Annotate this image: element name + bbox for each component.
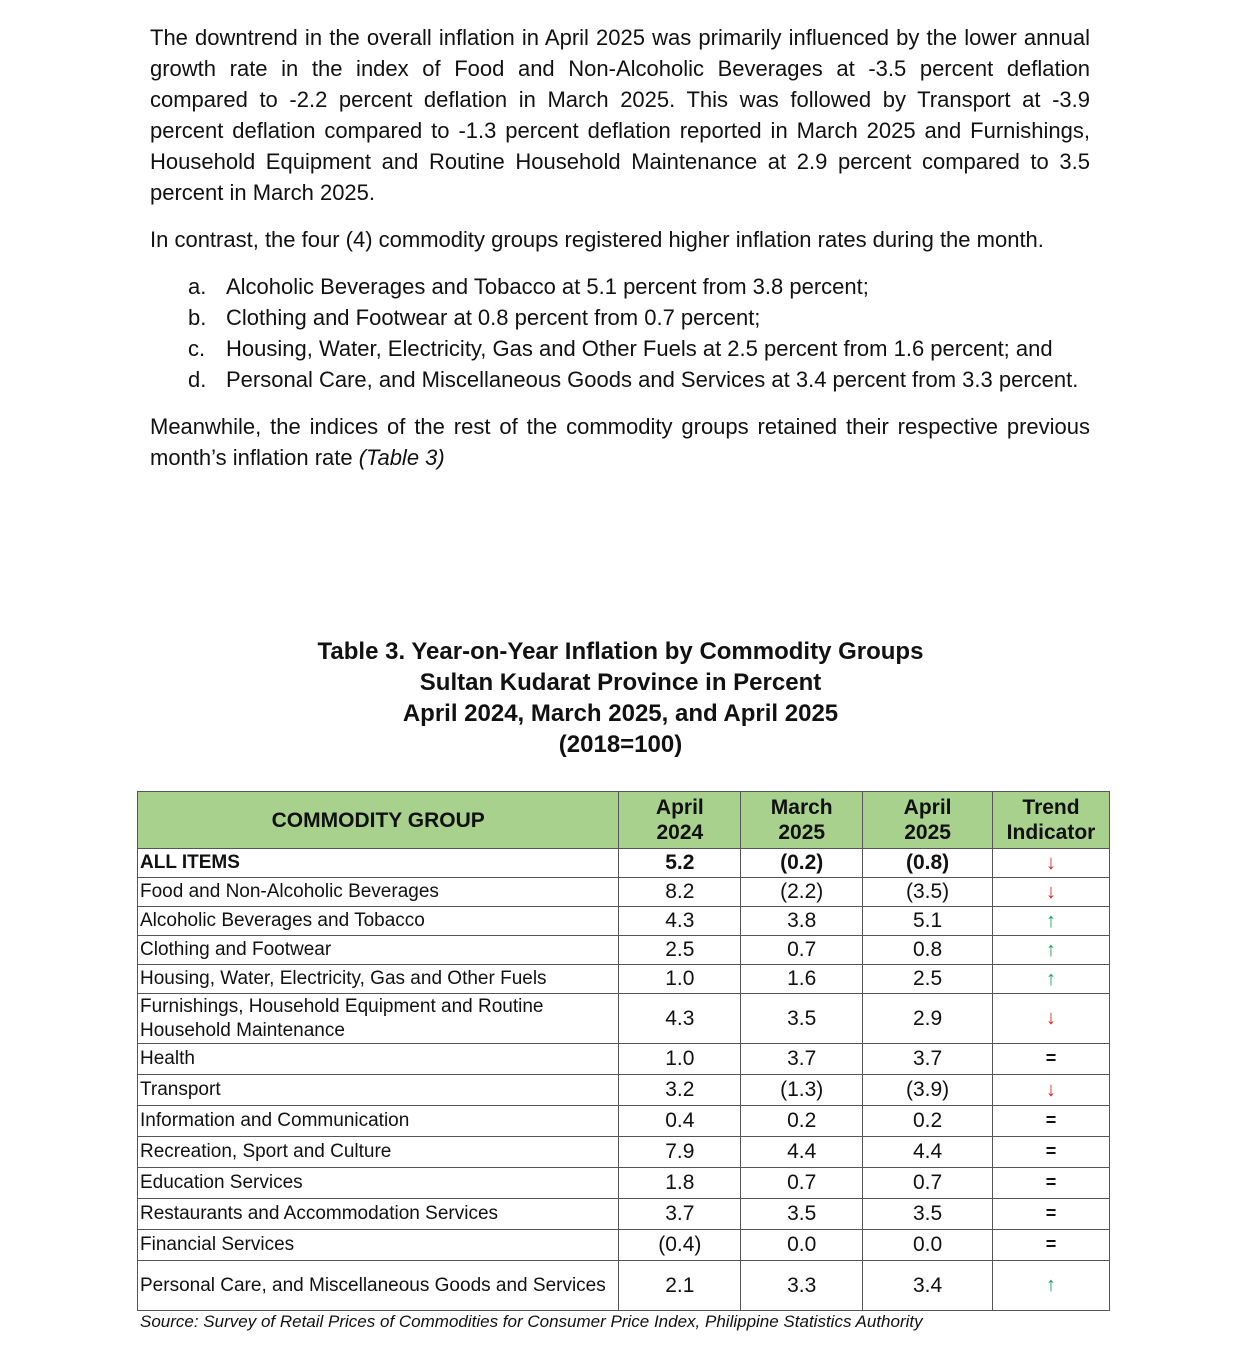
header-april-2025 [863, 792, 993, 849]
cell-march-2025: 4.4 [741, 1137, 863, 1168]
cell-commodity-group: Information and Communication [138, 1106, 619, 1137]
cell-march-2025: 3.3 [741, 1261, 863, 1311]
cell-commodity-group: Restaurants and Accommodation Services [138, 1199, 619, 1230]
header-march-2025 [741, 792, 863, 849]
table-row [138, 1075, 1110, 1106]
cell-march-2025: (2.2) [741, 878, 863, 907]
table-title-line: Table 3. Year-on-Year Inflation by Commodity Groups [317, 638, 924, 665]
cell-april-2024: 1.0 [619, 1044, 741, 1075]
cell-april-2025: 3.4 [863, 1261, 993, 1311]
cell-trend-indicator [993, 994, 1110, 1044]
cell-commodity-group: Food and Non-Alcoholic Beverages [138, 878, 619, 907]
table-title-line: Sultan Kudarat Province in Percent [419, 669, 822, 696]
cell-april-2024: 0.4 [619, 1106, 741, 1137]
header-line: 2024 [656, 821, 704, 844]
header-april-2024 [619, 792, 741, 849]
cell-april-2025: 2.9 [863, 994, 993, 1044]
cell-trend-indicator [993, 1044, 1110, 1075]
cell-march-2025: 3.5 [741, 994, 863, 1044]
cell-march-2025: 1.6 [741, 965, 863, 994]
cell-april-2024: 7.9 [619, 1137, 741, 1168]
cell-trend-indicator [993, 849, 1110, 878]
cell-april-2024: 8.2 [619, 878, 741, 907]
equal-icon: = [1045, 1234, 1057, 1254]
list-marker: b. [188, 305, 207, 330]
arrow-down-icon: ↓ [1046, 1007, 1056, 1029]
paragraph-meanwhile-text: Meanwhile, the indices of the rest of the commodity groups retained their respective previous month’s inflation rate [150, 414, 1090, 470]
cell-trend-indicator [993, 1075, 1110, 1106]
cell-april-2025: 5.1 [863, 907, 993, 936]
arrow-up-icon: ↑ [1046, 909, 1056, 932]
table-row [138, 965, 1110, 994]
header-line: 2025 [778, 821, 826, 844]
table-source: Source: Survey of Retail Prices of Commodities for Consumer Price Index, Philippine Statistics Authority [140, 1312, 923, 1331]
cell-april-2025: 0.2 [863, 1106, 993, 1137]
higher-inflation-list [150, 271, 1090, 395]
table-row [138, 1106, 1110, 1137]
list-item [188, 333, 1090, 364]
table-header-row [138, 792, 1110, 849]
cell-trend-indicator [993, 1199, 1110, 1230]
equal-icon: = [1045, 1141, 1057, 1161]
equal-icon: = [1045, 1172, 1057, 1192]
list-item [188, 302, 1090, 333]
cell-march-2025: (1.3) [741, 1075, 863, 1106]
table-row [138, 849, 1110, 878]
table-row [138, 1199, 1110, 1230]
cell-march-2025: 3.8 [741, 907, 863, 936]
header-line: Trend [1022, 796, 1080, 819]
equal-icon: = [1045, 1048, 1057, 1068]
cell-april-2025: (0.8) [863, 849, 993, 878]
table-row [138, 994, 1110, 1044]
cell-commodity-group: Recreation, Sport and Culture [138, 1137, 619, 1168]
table-row [138, 1261, 1110, 1311]
cell-april-2025: 0.7 [863, 1168, 993, 1199]
report-text [150, 22, 1090, 473]
cell-april-2024: 3.7 [619, 1199, 741, 1230]
cell-commodity-group: Clothing and Footwear [138, 936, 619, 965]
table-body [138, 849, 1110, 1311]
cell-april-2024: 2.1 [619, 1261, 741, 1311]
list-marker: a. [188, 274, 207, 299]
cell-commodity-group: Housing, Water, Electricity, Gas and Other Fuels [138, 965, 619, 994]
table-row [138, 1168, 1110, 1199]
cell-commodity-group: Personal Care, and Miscellaneous Goods and Services [138, 1261, 619, 1311]
paragraph-meanwhile [150, 411, 1090, 473]
cell-trend-indicator [993, 965, 1110, 994]
cell-april-2024: 2.5 [619, 936, 741, 965]
arrow-up-icon: ↑ [1046, 967, 1056, 990]
table-row [138, 907, 1110, 936]
header-line: March [770, 796, 833, 819]
arrow-up-icon: ↑ [1046, 1274, 1056, 1296]
header-trend-indicator [993, 792, 1110, 849]
table-row [138, 936, 1110, 965]
arrow-down-icon: ↓ [1046, 851, 1056, 874]
cell-trend-indicator [993, 1106, 1110, 1137]
cell-commodity-group: Education Services [138, 1168, 619, 1199]
table-row [138, 1044, 1110, 1075]
cell-april-2024: 4.3 [619, 994, 741, 1044]
cell-commodity-group: Health [138, 1044, 619, 1075]
list-marker: d. [188, 367, 207, 392]
arrow-down-icon: ↓ [1046, 880, 1056, 903]
table-title-line: April 2024, March 2025, and April 2025 [402, 700, 839, 727]
cell-march-2025: 3.5 [741, 1199, 863, 1230]
cell-april-2024: 5.2 [619, 849, 741, 878]
cell-april-2024: 4.3 [619, 907, 741, 936]
cell-april-2025: (3.5) [863, 878, 993, 907]
list-text: Alcoholic Beverages and Tobacco at 5.1 percent from 3.8 percent; [226, 274, 869, 299]
cell-trend-indicator [993, 878, 1110, 907]
table-reference: (Table 3) [358, 445, 445, 470]
inflation-table [137, 791, 1110, 1311]
paragraph-downtrend: The downtrend in the overall inflation in April 2025 was primarily influenced by the lower annual growth rate in the index of Food and Non-Alcoholic Beverages at -3.5 percent deflation compared to -2.2 percent deflation in March 2025. This was followed by Transport at -3.9 percent deflation compared to -1.3 percent deflation reported in March 2025 and Furnishings, Household Equipment and Routine Household Maintenance at 2.9 percent compared to 3.5 percent in March 2025. [150, 25, 1090, 205]
cell-march-2025: 0.2 [741, 1106, 863, 1137]
cell-trend-indicator [993, 936, 1110, 965]
cell-april-2025: (3.9) [863, 1075, 993, 1106]
cell-march-2025: 3.7 [741, 1044, 863, 1075]
cell-commodity-group: Alcoholic Beverages and Tobacco [138, 907, 619, 936]
table-row [138, 878, 1110, 907]
header-line: 2025 [904, 821, 951, 844]
arrow-up-icon: ↑ [1046, 938, 1056, 961]
cell-april-2025: 2.5 [863, 965, 993, 994]
header-line: April [903, 796, 952, 819]
cell-april-2024: 1.8 [619, 1168, 741, 1199]
table-title [0, 636, 1241, 760]
header-line: April [655, 796, 704, 819]
list-item [188, 271, 1090, 302]
cell-april-2025: 0.0 [863, 1230, 993, 1261]
cell-march-2025: 0.0 [741, 1230, 863, 1261]
table-row [138, 1230, 1110, 1261]
paragraph-contrast: In contrast, the four (4) commodity groups registered higher inflation rates during the month. [150, 227, 1044, 252]
cell-trend-indicator [993, 1230, 1110, 1261]
cell-april-2024: (0.4) [619, 1230, 741, 1261]
cell-april-2024: 3.2 [619, 1075, 741, 1106]
cell-trend-indicator [993, 1137, 1110, 1168]
cell-april-2025: 3.5 [863, 1199, 993, 1230]
equal-icon: = [1045, 1110, 1057, 1130]
cell-commodity-group: ALL ITEMS [138, 849, 619, 878]
cell-april-2025: 4.4 [863, 1137, 993, 1168]
cell-march-2025: (0.2) [741, 849, 863, 878]
arrow-down-icon: ↓ [1046, 1078, 1056, 1101]
cell-trend-indicator [993, 907, 1110, 936]
list-text: Clothing and Footwear at 0.8 percent from 0.7 percent; [226, 305, 761, 330]
table-title-line: (2018=100) [558, 731, 683, 758]
header-line: Indicator [1006, 821, 1096, 844]
header-commodity-group: COMMODITY GROUP [138, 792, 619, 849]
list-text: Housing, Water, Electricity, Gas and Other Fuels at 2.5 percent from 1.6 percent; and [226, 336, 1053, 361]
cell-commodity-group: Transport [138, 1075, 619, 1106]
list-item [188, 364, 1090, 395]
cell-trend-indicator [993, 1168, 1110, 1199]
cell-march-2025: 0.7 [741, 936, 863, 965]
cell-april-2025: 0.8 [863, 936, 993, 965]
table-row [138, 1137, 1110, 1168]
cell-trend-indicator [993, 1261, 1110, 1311]
list-marker: c. [188, 336, 206, 361]
cell-march-2025: 0.7 [741, 1168, 863, 1199]
equal-icon: = [1045, 1203, 1057, 1223]
cell-april-2025: 3.7 [863, 1044, 993, 1075]
cell-commodity-group: Financial Services [138, 1230, 619, 1261]
cell-april-2024: 1.0 [619, 965, 741, 994]
list-text: Personal Care, and Miscellaneous Goods and Services at 3.4 percent from 3.3 percent. [226, 367, 1079, 392]
cell-commodity-group: Furnishings, Household Equipment and Routine Household Maintenance [138, 994, 619, 1044]
